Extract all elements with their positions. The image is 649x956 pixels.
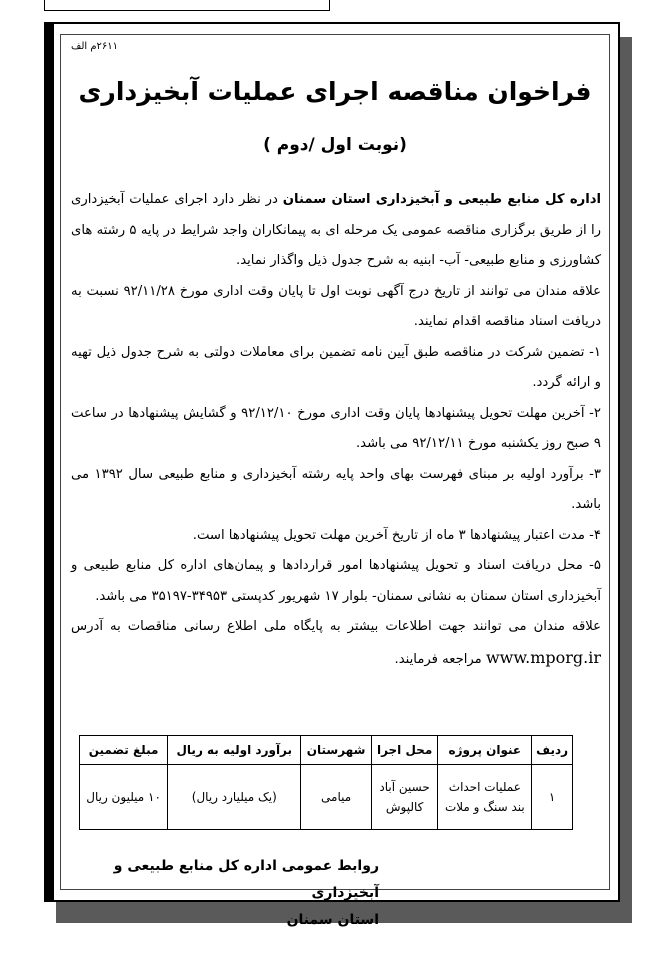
header-row-number: ردیف — [532, 736, 573, 765]
announcement-frame — [44, 22, 620, 928]
intro-text: در نظر دارد اجرای عملیات آبخیزداری را از طریق برگزاری مناقصه عمومی یک مرحله ای به پیمانکاران واجد شرایط در پایه ۵ رشته های کشاورزی و منابع طبیعی- آب- ابنیه به شرح جدول ذیل واگذار نماید. — [71, 192, 601, 268]
table-row — [80, 765, 573, 830]
cell-estimate: (یک میلیارد ریال) — [168, 765, 301, 830]
info-paragraph — [71, 612, 601, 675]
location-line-1: حسین آباد — [379, 780, 430, 794]
organization-name: اداره کل منابع طبیعی و آبخیزداری استان سمنان — [282, 192, 601, 207]
condition-item-5: ۵- محل دریافت اسناد و تحویل پیشنهادها امور قراردادها و پیمان‌های اداره کل منابع طبیعی و آبخیزداری استان سمنان به نشانی سمنان- بلوار ۱۷ شهریور کدپستی ۳۴۹۵۳-۳۵۱۹۷ می باشد. — [71, 558, 601, 604]
page-subtitle: (نوبت اول /دوم ) — [263, 135, 407, 155]
website-link[interactable]: www.mporg.ir — [485, 647, 601, 667]
table-header-row — [80, 736, 573, 765]
footer-line-2: استان سمنان — [286, 912, 379, 928]
header-estimate: برآورد اولیه به ریال — [168, 736, 301, 765]
deadline-paragraph: علاقه مندان می توانند از تاریخ درج آگهی نوبت اول تا پایان وقت اداری مورخ ۹۲/۱۱/۲۸ نسبت به دریافت اسناد مناقصه اقدام نمایند. — [71, 283, 601, 329]
condition-item-3: ۳- برآورد اولیه بر مبنای فهرست بهای واحد پایه رشته آبخیزداری و منابع طبیعی سال ۱۳۹۲ می باشد. — [71, 466, 601, 512]
header-project-title: عنوان پروژه — [438, 736, 532, 765]
cell-guarantee: ۱۰ میلیون ریال — [80, 765, 168, 830]
page-title: فراخوان مناقصه اجرای عملیات آبخیزداری — [78, 77, 592, 106]
header-location: محل اجرا — [371, 736, 438, 765]
top-border-box — [44, 0, 330, 11]
cell-project-title — [438, 765, 532, 830]
header-city: شهرستان — [301, 736, 371, 765]
left-edge-bar — [44, 22, 54, 902]
condition-item-1: ۱- تضمین شرکت در مناقصه طبق آیین نامه تضمین برای معاملات دولتی به شرح جدول ذیل تهیه و ارائه گردد. — [71, 344, 601, 390]
project-title-line-1: عملیات احداث — [448, 780, 521, 794]
condition-item-4: ۴- مدت اعتبار پیشنهادها ۳ ماه از تاریخ آخرین مهلت تحویل پیشنهادها است. — [192, 527, 601, 543]
reference-code: ۲۶۱۱م الف — [71, 41, 119, 52]
intro-paragraph — [71, 185, 601, 277]
project-title-line-2: بند سنگ و ملات — [444, 800, 525, 814]
projects-table — [79, 735, 573, 830]
cell-location — [371, 765, 438, 830]
cell-row-number: ۱ — [532, 765, 573, 830]
announcement-inner-border — [60, 34, 610, 928]
footer-signature — [59, 853, 379, 934]
header-guarantee: مبلغ تضمین — [80, 736, 168, 765]
info-text: علاقه مندان می توانند جهت اطلاعات بیشتر به پایگاه ملی اطلاع رسانی مناقصات به آدرس — [71, 619, 601, 634]
cell-city: میامی — [301, 765, 371, 830]
announcement-body — [71, 185, 601, 675]
footer-line-1: روابط عمومی اداره کل منابع طبیعی و آبخیزداری — [113, 858, 379, 901]
info-text-end: مراجعه فرمایند. — [394, 651, 486, 667]
condition-item-2: ۲- آخرین مهلت تحویل پیشنهادها پایان وقت اداری مورخ ۹۲/۱۲/۱۰ و گشایش پیشنهادها در ساعت ۹ صبح روز یکشنبه مورخ ۹۲/۱۲/۱۱ می باشد. — [71, 405, 601, 451]
location-line-2: کالپوش — [385, 800, 424, 814]
